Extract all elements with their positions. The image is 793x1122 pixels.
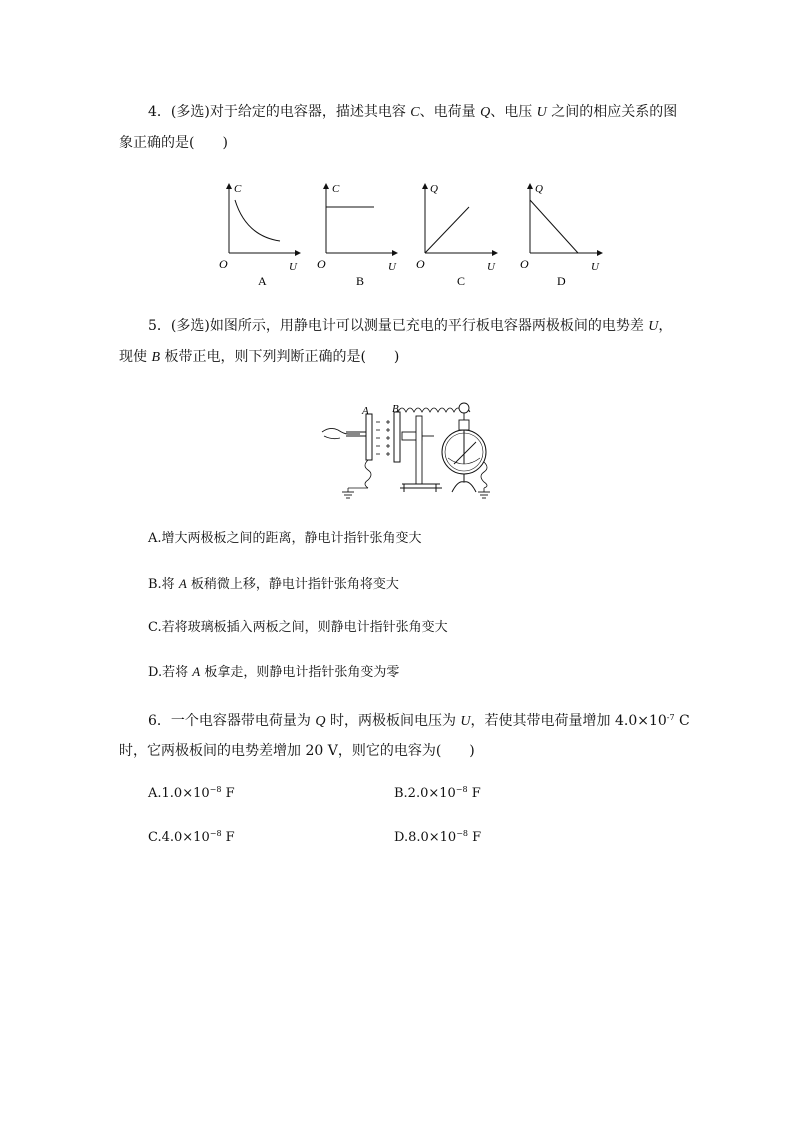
q4-line2: 象正确的是( ) [119,135,228,151]
hand-icon [322,428,360,434]
graph-d-label: D [557,274,566,288]
graph-b [317,183,397,288]
q6-option-b: $B.2.0\times 10^{-8}$ F [394,785,481,801]
stand-pole [416,416,422,484]
q5-option-b: B.将 A 板稍微上移，静电计指针张角将变大 [148,576,399,592]
graph-d-y-label: Q [535,183,543,195]
q4-line1: 4．(多选)对于给定的电容器，描述其电容 C、电荷量 Q、电压 U 之间的相应关系的图 [148,104,678,120]
graph-c-y-label: Q [430,183,438,195]
graph-c-x-label: U [487,261,495,273]
electrometer-knob [459,403,469,413]
plate-b [394,412,400,462]
q6-option-a: $A.1.0\times 10^{-8}$ F [148,785,235,801]
q5-option-d: D.若将 A 板拿走，则静电计指针张角变为零 [148,664,400,680]
graph-a-curve [235,200,280,241]
q6-option-d: $D.8.0\times 10^{-8}$ F [394,829,482,845]
graph-c [416,183,497,288]
graph-c-origin: O [416,257,425,271]
graph-a-y-label: C [234,183,242,195]
graph-a [219,183,300,288]
graph-a-origin: O [219,257,228,271]
q5-line1: 5．(多选)如图所示，用静电计可以测量已充电的平行板电容器两极板间的电势差 U， [148,318,673,334]
graph-d-line [530,200,578,253]
graph-d-origin: O [520,257,529,271]
q5-option-a: A.增大两极板之间的距离，静电计指针张角变大 [148,531,422,546]
plate-a [366,414,372,460]
graph-b-origin: O [317,257,326,271]
plate-a-label: A [362,405,369,417]
graph-a-x-label: U [289,261,297,273]
graph-a-label: A [258,274,267,288]
q6-option-c: $C.4.0\times 10^{-8}$ F [148,829,235,845]
q4-number: 4． [148,104,171,120]
q5-number: 5． [148,318,171,334]
electrometer-figure [318,392,518,512]
graph-b-y-label: C [332,183,340,195]
q6-line1: 6．一个电容器带电荷量为 Q 时，两极板间电压为 U，若使其带电荷量增加 $4.0\times 10^{-7}$ C [148,713,690,729]
q6-line2: 时，它两极板间的电势差增加 20 V，则它的电容为( ) [119,743,475,759]
q5-option-c: C.若将玻璃板插入两板之间，则静电计指针张角变大 [148,620,448,635]
graph-d [520,183,602,288]
graph-d-x-label: U [591,261,599,273]
q5-line2: 现使 B 板带正电，则下列判断正确的是( ) [119,349,400,365]
graph-b-label: B [356,274,365,288]
graph-c-label: C [457,274,466,288]
graph-b-x-label: U [388,261,396,273]
graph-c-line [425,207,469,253]
plate-b-label: B [392,403,399,415]
q6-number: 6． [148,713,171,729]
